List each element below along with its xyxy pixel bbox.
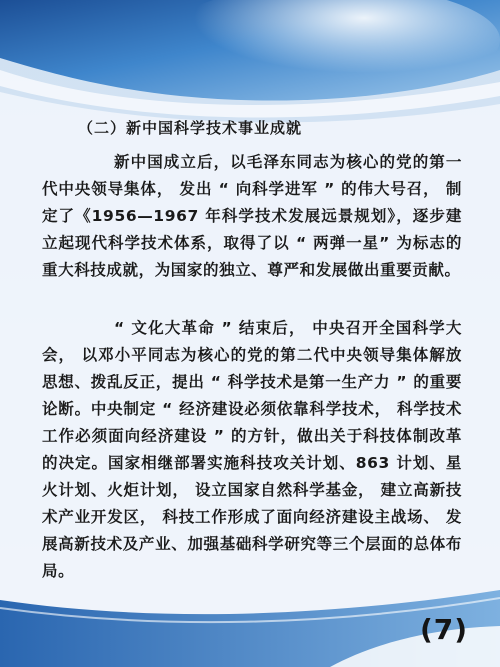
paragraph-1: 新中国成立后，以毛泽东同志为核心的党的第一代中央领导集体， 发出 “ 向科学进军 ” 的伟大号召， 制定了《1956—1967 年科学技术发展远景规划》，逐步建立起现代科学技术体系，取得了以 “ 两弹一星” 为标志的重大科技成就，为国家的独立、尊严和发展做出重要贡献。 — [42, 153, 462, 279]
section-heading: （二）新中国科学技术事业成就 — [78, 119, 303, 137]
page-number: (7) — [420, 613, 469, 646]
paragraph-2: “ 文化大革命 ” 结束后， 中央召开全国科学大会， 以邓小平同志为核心的党的第二代中央领导集体解放思想、拨乱反正，提出 “ 科学技术是第一生产力 ” 的重要论断。中央制定 “ 经济建设必须依靠科学技术， 科学技术工作必须面向经济建设 ” 的方针，做出关于科技体制改革的决定。国家相继部署实施科技攻关计划、863 计划、星火计划、火炬计划， 设立国家自然科学基金， 建立高新技术产业开发区， 科技工作形成了面向经济建设主战场、 发展高新技术及产业、加强基础科学研究等三个层面的总体布局。 — [42, 319, 462, 580]
